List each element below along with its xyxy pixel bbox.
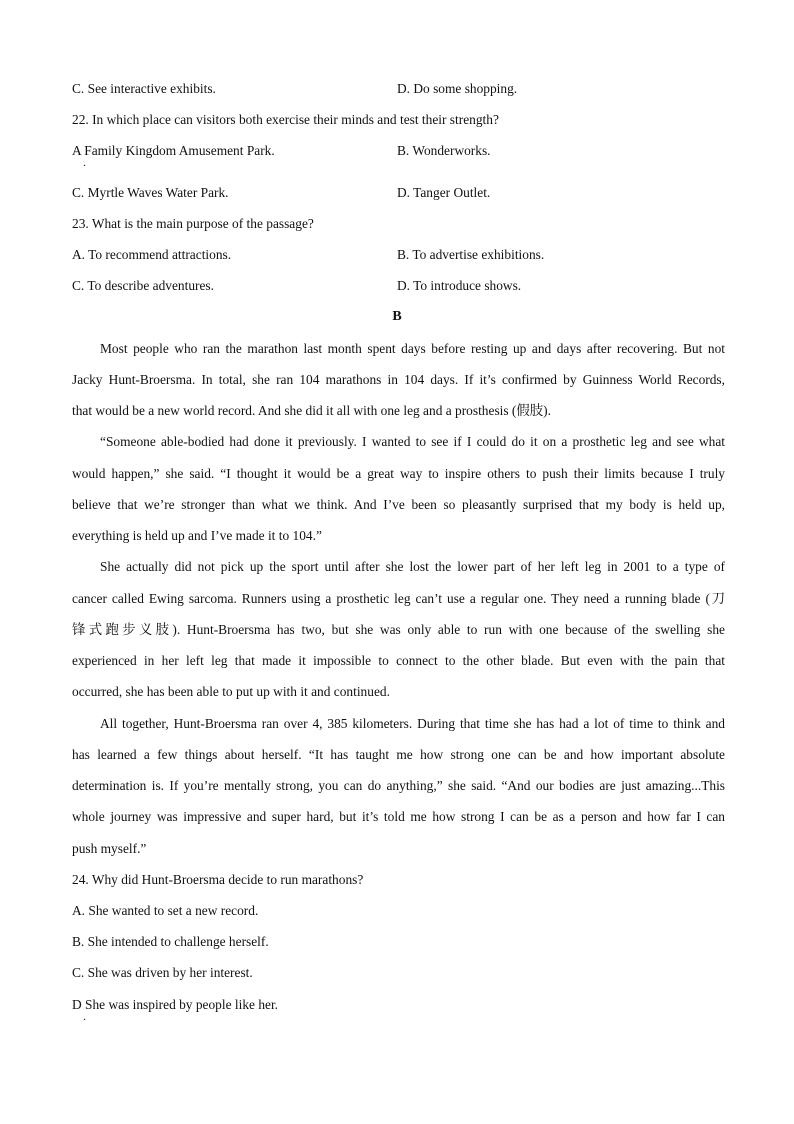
stray-dot-mark: . (83, 1009, 86, 1023)
q24-option-b: B. She intended to challenge herself. (72, 934, 269, 949)
q24-option-c: C. She was driven by her interest. (72, 965, 253, 980)
section-heading: B (392, 309, 402, 324)
passage-line: “Someone able-bodied had done it previously. I wanted to see if I could do it on a prosthetic leg and see what (100, 434, 725, 449)
passage-line: Jacky Hunt-Broersma. In total, she ran 104 marathons in 104 days. If it’s confirmed by Guinness World Records, (72, 372, 725, 387)
passage-line: believe that we’re stronger than what we think. And I’ve been so pleasantly surprised that my body is held up, (72, 497, 725, 512)
passage-line: cancer called Ewing sarcoma. Runners using a prosthetic leg can’t use a regular one. They need a running blade (刀 (72, 591, 725, 606)
q22-option-a: A Family Kingdom Amusement Park. (72, 143, 275, 158)
passage-line: determination is. If you’re mentally strong, you can do anything,” she said. “And our bodies are just amazing...This (72, 778, 725, 793)
q23-stem: 23. What is the main purpose of the passage? (72, 216, 314, 231)
q22-option-d: D. Tanger Outlet. (397, 185, 491, 200)
passage-line: would happen,” she said. “I thought it would be a great way to inspire others to push their limits because I truly (72, 466, 725, 481)
q23-option-a: A. To recommend attractions. (72, 247, 232, 262)
passage-line: Most people who ran the marathon last month spent days before resting up and days after recovering. But not (100, 341, 725, 356)
passage-line: that would be a new world record. And she did it all with one leg and a prosthesis (假肢). (72, 403, 551, 418)
passage-line: experienced in her left leg that made it impossible to connect to the other blade. But even with the pain that (72, 653, 725, 668)
passage-line: occurred, she has been able to put up with it and continued. (72, 684, 390, 699)
passage-line: push myself.” (72, 841, 147, 856)
q24-option-a: A. She wanted to set a new record. (72, 903, 259, 918)
passage-line: has learned a few things about herself. “It has taught me how strong one can be and how important absolute (72, 747, 725, 762)
q23-option-c: C. To describe adventures. (72, 278, 214, 293)
q22-option-b: B. Wonderworks. (397, 143, 491, 158)
passage-line: everything is held up and I’ve made it to 104.” (72, 528, 322, 543)
passage-line: She actually did not pick up the sport until after she lost the lower part of her left leg in 2001 to a type of (100, 559, 725, 574)
q24-stem: 24. Why did Hunt-Broersma decide to run marathons? (72, 872, 364, 887)
passage-line: All together, Hunt-Broersma ran over 4, 385 kilometers. During that time she has had a lot of time to think and (100, 716, 725, 731)
stray-dot-mark: . (83, 155, 86, 169)
q23-option-b: B. To advertise exhibitions. (397, 247, 545, 262)
q21-option-d: D. Do some shopping. (397, 81, 518, 96)
q24-option-d: D She was inspired by people like her. (72, 997, 279, 1012)
q21-option-c: C. See interactive exhibits. (72, 81, 216, 96)
q23-option-d: D. To introduce shows. (397, 278, 522, 293)
q22-option-c: C. Myrtle Waves Water Park. (72, 185, 229, 200)
passage-line: whole journey was impressive and super hard, but it’s told me how strong I can be as a person and how far I can (72, 809, 725, 824)
q22-stem: 22. In which place can visitors both exercise their minds and test their strength? (72, 112, 499, 127)
passage-line: 锋式跑步义肢). Hunt-Broersma has two, but she was only able to run with one because of the swelling she (72, 622, 725, 637)
